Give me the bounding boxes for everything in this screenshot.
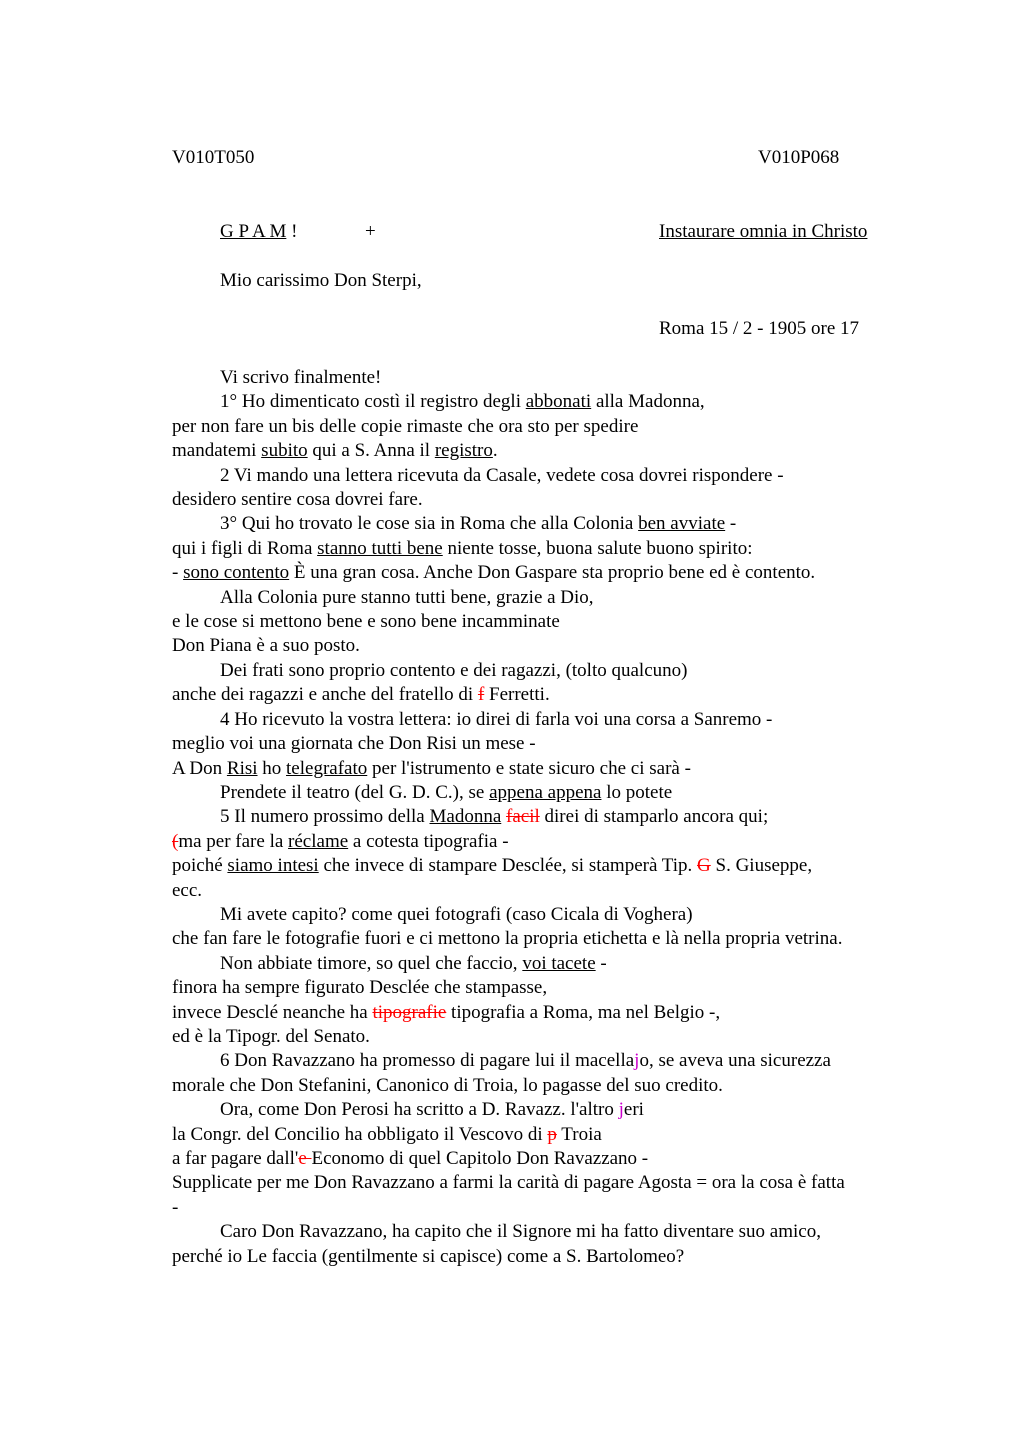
letter-line [172,415,912,439]
line-text: - [172,1196,179,1218]
line-text: Non abbiate timore, so quel che faccio, [220,952,523,974]
line-text: qui i figli di Roma [172,537,318,559]
line-text: anche dei ragazzi e anche del fratello di [172,684,478,706]
line-text: Mi avete capito? come quei fotografi (caso Cicala di Voghera) [220,903,693,925]
line-text: Prendete il teatro (del G. D. C.), se [220,781,490,803]
line-text: finora ha sempre figurato Desclée che stampasse, [172,977,548,999]
underlined-text: subito [261,440,308,462]
letter-line [172,1123,912,1147]
line-text: Dei frati sono proprio contento e dei ragazzi, (tolto qualcuno) [220,659,688,681]
line-text: per l'istrumento e state sicuro che ci sarà - [367,757,691,779]
struck-text: tipografie [372,1001,447,1023]
letter-line [172,781,912,805]
letter-line [172,512,912,536]
letter-line [172,537,912,561]
line-text: mandatemi [172,440,262,462]
underlined-text: stanno tutti bene [317,537,443,559]
letter-line [172,1147,912,1171]
line-text: Troia [556,1123,602,1145]
document-code-left: V010T050 [172,147,255,168]
line-text: Ora, come Don Perosi ha scritto a D. Ravazz. l'altro [220,1099,619,1121]
line-text: che fan fare le fotografie fuori e ci mettono la propria etichetta e là nella propria vetrina. [172,928,843,950]
inserted-text: j [618,1099,624,1121]
letter-line [172,1245,912,1269]
line-text: - [725,513,737,535]
letter-line [172,976,912,1000]
line-text: 1° Ho dimenticato costì il registro degli [220,391,526,413]
dateline: Roma 15 / 2 - 1905 ore 17 [659,318,860,339]
letter-line [172,1171,912,1195]
letter-line [172,1196,912,1220]
motto-left [220,220,297,244]
line-text: ma per fare la [178,830,289,852]
line-text: e le cose si mettono bene e sono bene incamminate [172,611,560,633]
document-code-right: V010P068 [758,147,840,168]
struck-text: f [477,684,485,706]
salutation: Mio carissimo Don Sterpi, [220,270,422,291]
line-text: È una gran cosa. Anche Don Gaspare sta proprio bene ed è contento. [289,562,816,584]
line-text: 5 Il numero prossimo della [220,806,430,828]
letter-line [172,366,912,390]
motto-gpam: G P A M [220,221,287,242]
line-text: qui a S. Anna il [307,440,435,462]
line-text: Alla Colonia pure stanno tutti bene, grazie a Dio, [220,586,594,608]
underlined-text: abbonati [525,391,592,413]
line-text: S. Giuseppe, [710,855,813,877]
line-text: 2 Vi mando una lettera ricevuta da Casale, vedete cosa dovrei rispondere - [220,464,784,486]
struck-text: facil [506,806,540,828]
line-text: morale che Don Stefanini, Canonico di Troia, lo pagasse del suo credito. [172,1074,723,1096]
underlined-text: telegrafato [286,757,368,779]
underlined-text: Risi [226,757,258,779]
underlined-text: ben avviate [638,513,726,535]
cross-symbol: + [365,221,376,242]
line-text: invece Desclé neanche ha [172,1001,373,1023]
letter-line [172,1220,912,1244]
line-text: Caro Don Ravazzano, ha capito che il Signore mi ha fatto diventare suo amico, [220,1221,821,1243]
letter-line [172,830,912,854]
struck-text: ( [172,830,179,852]
letter-line [172,757,912,781]
line-text: perché io Le faccia (gentilmente si capisce) come a S. Bartolomeo? [172,1245,685,1267]
line-text: ecc. [172,879,203,901]
letter-body [172,366,912,1269]
letter-line [172,903,912,927]
letter-line [172,952,912,976]
underlined-text: sono contento [183,562,290,584]
line-text: Don Piana è a suo posto. [172,635,360,657]
letter-line [172,610,912,634]
line-text: a cotesta tipografia - [348,830,509,852]
line-text: - [172,562,184,584]
line-text: Vi scrivo finalmente! [220,367,382,388]
line-text: tipografia a Roma, ma nel Belgio -, [446,1001,721,1023]
letter-line [172,1074,912,1098]
letter-line [172,659,912,683]
underlined-text: réclame [288,830,349,852]
struck-text: G [697,855,711,877]
underlined-text: siamo intesi [227,855,319,877]
line-text: niente tosse, buona salute buono spirito: [442,537,753,559]
line-text: per non fare un bis delle copie rimaste che ora sto per spedire [172,415,639,437]
line-text: . [492,440,498,462]
underlined-text: voi tacete [522,952,596,974]
struck-text: p [547,1123,557,1145]
line-text: alla Madonna, [591,391,705,413]
line-text: Supplicate per me Don Ravazzano a farmi la carità di pagare Agosta = ora la cosa è fatta [172,1172,845,1194]
underlined-text: appena appena [489,781,602,803]
struck-text: e [298,1148,312,1169]
letter-line [172,805,912,829]
letter-line [172,708,912,732]
line-text: che invece di stampare Desclée, si stamperà Tip. [318,855,698,877]
line-text: Economo di quel Capitolo Don Ravazzano - [311,1148,649,1169]
letter-line [172,488,912,512]
letter-line [172,439,912,463]
letter-line [172,854,912,878]
letter-line [172,1025,912,1049]
line-text: direi di stamparlo ancora qui; [539,806,769,828]
line-text: meglio voi una giornata che Don Risi un mese - [172,733,536,755]
line-text: 3° Qui ho trovato le cose sia in Roma che alla Colonia [220,513,639,535]
inserted-text: j [634,1050,640,1072]
line-text: ho [257,757,287,779]
letter-line [172,586,912,610]
underlined-text: registro [434,440,493,462]
letter-line [172,464,912,488]
line-text: eri [623,1099,644,1121]
motto-exclamation: ! [291,221,298,242]
letter-line [172,1098,912,1122]
line-text: 4 Ho ricevuto la vostra lettera: io direi di farla voi una corsa a Sanremo - [220,708,773,730]
underlined-text: Madonna [429,806,502,828]
line-text: desidero sentire cosa dovrei fare. [172,489,423,511]
line-text: A Don [172,757,227,779]
letter-line [172,561,912,585]
letter-line [172,732,912,756]
line-text: - [595,952,607,974]
letter-line [172,879,912,903]
letter-line [172,390,912,414]
line-text: o, se aveva una sicurezza [639,1050,831,1072]
line-text: Ferretti. [484,684,550,706]
line-text: lo potete [601,781,673,803]
line-text: poiché [172,855,228,877]
letter-line [172,1001,912,1025]
line-text: ed è la Tipogr. del Senato. [172,1025,370,1047]
letter-line [172,683,912,707]
letter-line [172,634,912,658]
line-text: 6 Don Ravazzano ha promesso di pagare lui il macella [220,1050,635,1072]
letter-line [172,1049,912,1073]
letter-line [172,927,912,951]
line-text: la Congr. del Concilio ha obbligato il Vescovo di [172,1123,548,1145]
motto-right: Instaurare omnia in Christo [659,221,868,242]
line-text: a far pagare dall' [172,1148,299,1169]
